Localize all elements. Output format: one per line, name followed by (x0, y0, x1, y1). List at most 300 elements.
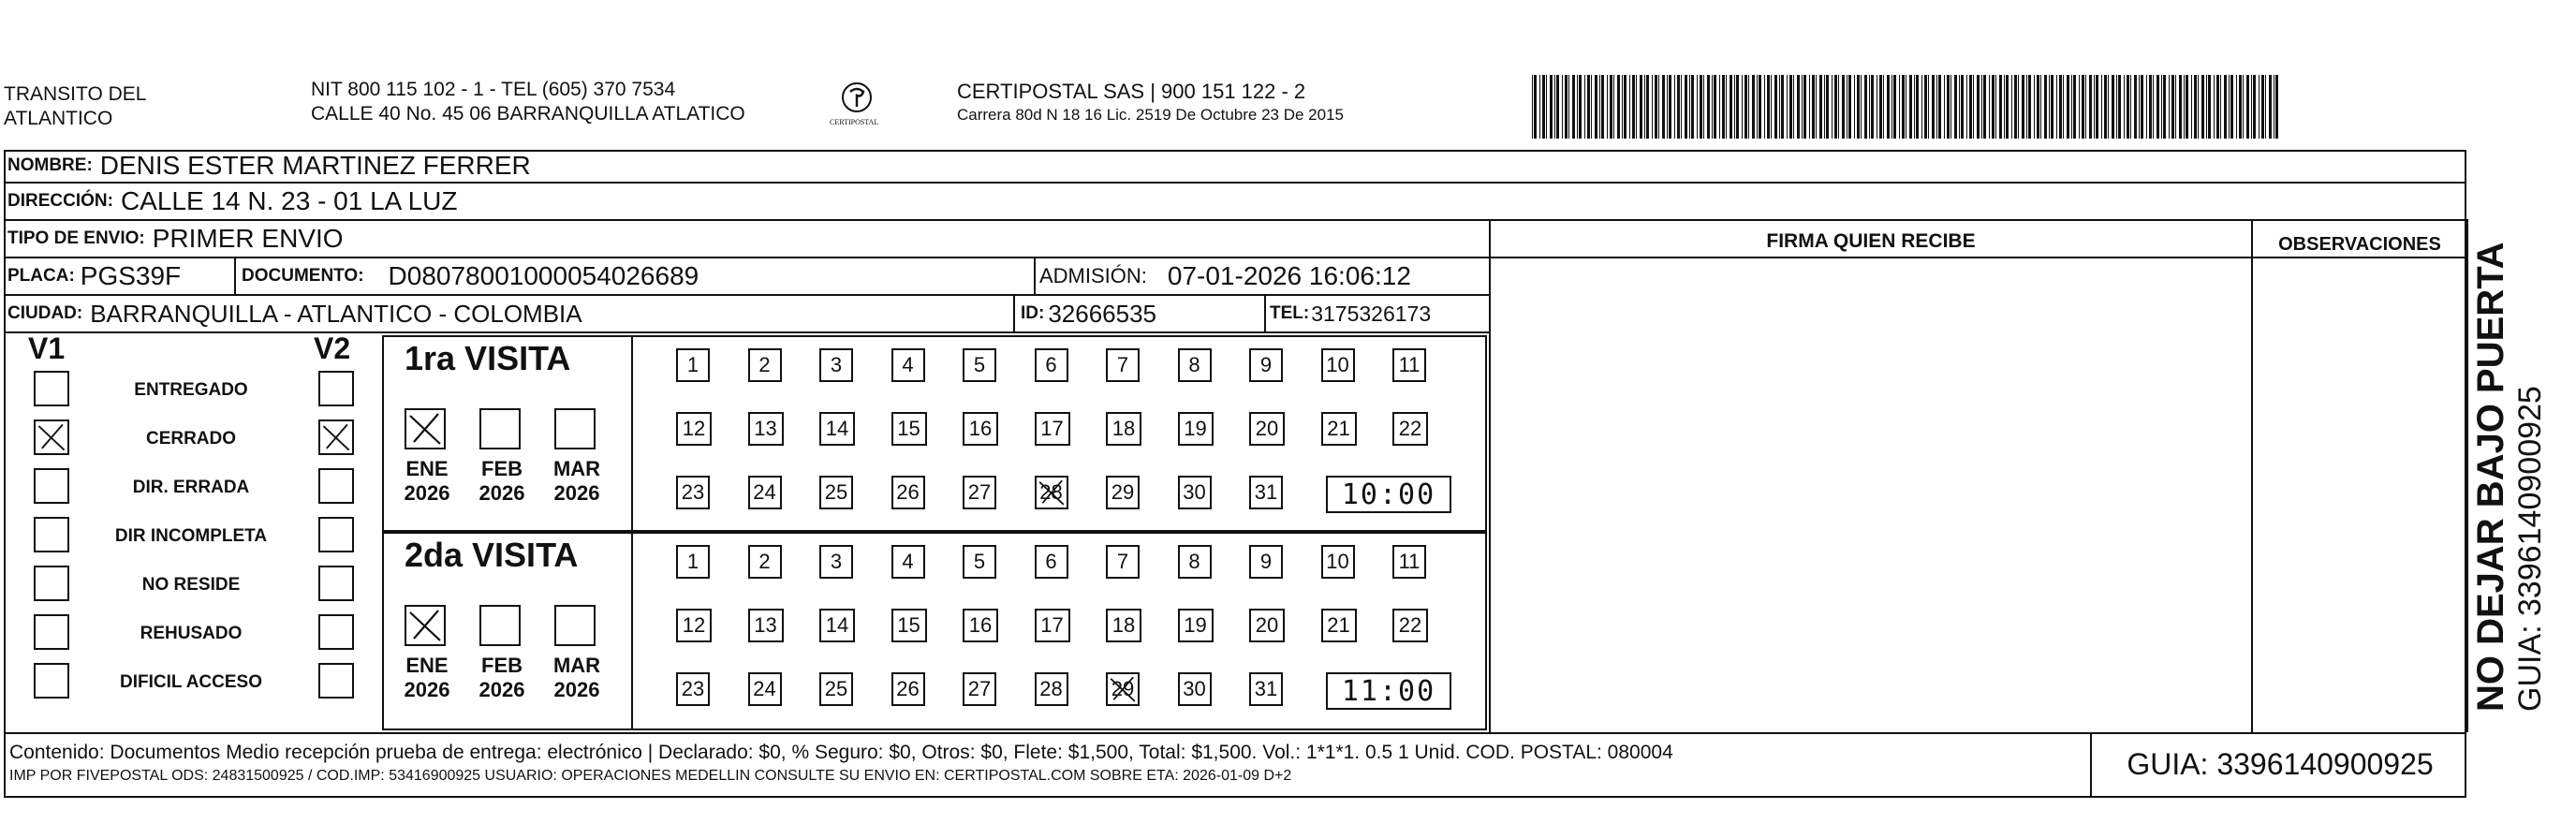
barcode-bar (1550, 75, 1553, 139)
barcode-bar (2169, 75, 2170, 139)
day-box[interactable] (676, 545, 710, 579)
tipo-label: TIPO DE ENVIO: (7, 228, 145, 248)
barcode-bar (2259, 75, 2260, 139)
day-box[interactable] (891, 412, 927, 446)
day-box[interactable] (963, 545, 996, 579)
barcode-bar (1610, 75, 1612, 139)
v2-checkbox[interactable] (318, 614, 354, 650)
barcode-bar (1977, 75, 1980, 139)
barcode-bar (1742, 75, 1743, 139)
barcode-bar (1752, 75, 1755, 139)
day-box[interactable] (1035, 476, 1068, 509)
day-box[interactable] (1178, 412, 1214, 446)
barcode-bar (1681, 75, 1682, 139)
barcode-bar (2101, 75, 2102, 139)
day-box[interactable] (1035, 609, 1070, 642)
barcode-bar (1703, 75, 1704, 139)
month-label (474, 654, 530, 702)
day-number: 2 (758, 353, 771, 376)
day-number: 24 (753, 480, 776, 504)
month-checkbox[interactable] (405, 605, 446, 646)
v2-checkbox[interactable] (318, 517, 354, 552)
day-box[interactable] (748, 412, 784, 446)
ciudad-label: CIUDAD: (7, 303, 83, 323)
day-box[interactable] (676, 348, 710, 382)
day-box[interactable] (748, 545, 782, 579)
v2-checkbox[interactable] (318, 468, 354, 504)
day-number: 1 (686, 550, 699, 573)
barcode-bar (2214, 75, 2215, 139)
barcode-bar (1774, 75, 1777, 139)
firma-label: FIRMA QUIEN RECIBE (1766, 230, 1976, 252)
barcode-bar (1636, 75, 1637, 139)
day-box[interactable] (963, 348, 996, 382)
barcode-bar (1691, 75, 1694, 139)
barcode-bar (2006, 75, 2009, 139)
barcode-bar (2201, 75, 2204, 139)
day-number: 28 (1039, 480, 1063, 504)
placa-value: PGS39F (80, 261, 182, 290)
barcode-bar (1928, 75, 1929, 139)
day-box[interactable] (1035, 412, 1070, 446)
day-box[interactable] (819, 545, 853, 579)
day-number: 13 (754, 417, 777, 440)
day-number: 19 (1184, 613, 1207, 637)
day-box[interactable] (1249, 545, 1283, 579)
barcode-bar (1584, 75, 1585, 139)
v1-checkbox[interactable] (34, 419, 69, 455)
barcode-bar (1759, 75, 1761, 139)
day-box[interactable] (1392, 348, 1426, 382)
day-box[interactable] (1106, 609, 1141, 642)
observaciones-label: OBSERVACIONES (2278, 234, 2441, 255)
day-number: 26 (896, 480, 920, 504)
v1-checkbox[interactable] (34, 517, 69, 552)
day-box[interactable] (1106, 672, 1140, 706)
barcode-bar (2186, 75, 2188, 139)
barcode-bar (1719, 75, 1720, 139)
day-number: 9 (1259, 550, 1273, 573)
v2-checkbox[interactable] (318, 371, 354, 406)
barcode-bar (1812, 75, 1815, 139)
barcode-bar (1924, 75, 1927, 139)
barcode-bar (2094, 75, 2095, 139)
day-box[interactable] (1178, 348, 1212, 382)
day-box[interactable] (1321, 348, 1355, 382)
barcode-bar (1613, 75, 1614, 139)
month-label (549, 654, 605, 702)
day-number: 27 (967, 480, 992, 504)
day-box[interactable] (1106, 545, 1140, 579)
barcode (1532, 75, 2285, 139)
barcode-bar (1959, 75, 1960, 139)
id-label: ID: (1021, 303, 1045, 323)
barcode-bar (1992, 75, 1995, 139)
barcode-bar (2073, 75, 2076, 139)
day-box[interactable] (891, 672, 925, 706)
day-box[interactable] (1249, 476, 1283, 509)
documento-value: D08078001000054026689 (388, 261, 699, 290)
day-number: 17 (1040, 613, 1064, 637)
barcode-bar (2071, 75, 2072, 139)
v1-checkbox[interactable] (34, 371, 69, 406)
barcode-bar (1961, 75, 1964, 139)
barcode-bar (2246, 75, 2249, 139)
day-box[interactable] (1321, 412, 1357, 446)
tel-value: 3175326173 (1311, 301, 1432, 326)
status-label: NO RESIDE (141, 575, 241, 595)
barcode-bar (2044, 75, 2047, 139)
barcode-bar (1722, 75, 1725, 139)
day-box[interactable] (1178, 672, 1212, 706)
signature-area[interactable] (1491, 258, 2251, 732)
day-box[interactable] (1249, 609, 1285, 642)
admision-label: ADMISIÓN: (1039, 264, 1147, 287)
barcode-bar (1689, 75, 1690, 139)
day-number: 10 (1326, 550, 1349, 573)
barcode-bar (2239, 75, 2242, 139)
time-box[interactable] (1326, 476, 1451, 513)
month-checkbox[interactable] (479, 408, 521, 449)
day-box[interactable] (1392, 412, 1428, 446)
day-box[interactable] (1249, 412, 1285, 446)
day-box[interactable] (819, 609, 855, 642)
certipostal-logo (830, 77, 880, 133)
v2-checkbox[interactable] (318, 419, 354, 455)
barcode-bar (1669, 75, 1671, 139)
barcode-bar (1848, 75, 1851, 139)
day-number: 5 (973, 550, 986, 573)
day-number: 6 (1045, 353, 1057, 376)
barcode-bar (1797, 75, 1800, 139)
license-line: Carrera 80d N 18 16 Lic. 2519 De Octubre 23 De 2015 (957, 106, 1344, 124)
day-number: 31 (1254, 677, 1278, 700)
day-box[interactable] (1321, 545, 1355, 579)
barcode-bar (1707, 75, 1710, 139)
month-year: 2026 (478, 678, 525, 701)
v2-checkbox[interactable] (318, 566, 354, 601)
tel-row (1270, 296, 1431, 331)
barcode-bar (2134, 75, 2137, 139)
barcode-bar (2112, 75, 2114, 139)
month-name: FEB (481, 457, 523, 480)
month-year: 2026 (404, 481, 450, 505)
ciudad-value: BARRANQUILLA - ATLANTICO - COLOMBIA (90, 299, 582, 328)
status-label: CERRADO (145, 429, 237, 449)
barcode-bar (1793, 75, 1794, 139)
barcode-bar (1861, 75, 1862, 139)
day-number: 30 (1183, 480, 1206, 504)
day-box[interactable] (1106, 412, 1141, 446)
month-name: MAR (552, 654, 601, 677)
barcode-bar (2037, 75, 2039, 139)
sender-info (311, 78, 745, 126)
barcode-bar (2127, 75, 2129, 139)
barcode-bar (1532, 75, 1533, 139)
day-box[interactable] (1106, 476, 1140, 509)
barcode-bar (1834, 75, 1837, 139)
barcode-bar (2251, 75, 2252, 139)
day-number: 7 (1116, 353, 1129, 376)
time-box[interactable] (1326, 672, 1451, 710)
divider (4, 732, 2466, 734)
day-box[interactable] (1035, 545, 1068, 579)
barcode-bar (1842, 75, 1845, 139)
day-box[interactable] (676, 412, 712, 446)
day-box[interactable] (819, 412, 855, 446)
barcode-bar (1902, 75, 1905, 139)
status-label: ENTREGADO (134, 380, 248, 400)
v2-checkbox[interactable] (318, 663, 354, 699)
day-number: 19 (1184, 417, 1207, 440)
time-value: 11:00 (1341, 674, 1436, 708)
nit-line: NIT 800 115 102 - 1 - TEL (605) 370 7534 (311, 79, 676, 100)
v1-checkbox[interactable] (34, 468, 69, 504)
barcode-bar (1909, 75, 1912, 139)
barcode-bar (1871, 75, 1874, 139)
barcode-bar (2206, 75, 2207, 139)
barcode-bar (1652, 75, 1653, 139)
sender-line-2: ATLANTICO (4, 108, 113, 129)
barcode-bar (2051, 75, 2053, 139)
barcode-bar (1591, 75, 1592, 139)
barcode-bar (2049, 75, 2050, 139)
barcode-bar (1969, 75, 1972, 139)
barcode-bar (1734, 75, 1735, 139)
barcode-bar (1726, 75, 1727, 139)
day-box[interactable] (819, 672, 853, 706)
barcode-bar (1824, 75, 1825, 139)
month-year: 2026 (404, 678, 450, 701)
day-box[interactable] (1321, 609, 1357, 642)
day-box[interactable] (891, 348, 925, 382)
barcode-bar (1803, 75, 1806, 139)
logo-text: CERTIPOSTAL (830, 118, 879, 126)
day-number: 3 (830, 353, 843, 376)
day-box[interactable] (1035, 672, 1068, 706)
barcode-bar (1947, 75, 1950, 139)
barcode-bar (1599, 75, 1600, 139)
side-guia: GUIA: 3396140900925 (2512, 386, 2548, 712)
barcode-bar (2265, 75, 2266, 139)
day-box[interactable] (891, 609, 927, 642)
tel-label: TEL: (1270, 303, 1310, 323)
x-mark-icon (406, 410, 444, 448)
barcode-bar (1556, 75, 1559, 139)
month-label (399, 457, 455, 506)
barcode-bar (2067, 75, 2069, 139)
day-number: 29 (1111, 480, 1135, 504)
barcode-bar (2179, 75, 2182, 139)
barcode-bar (2040, 75, 2041, 139)
barcode-bar (1640, 75, 1642, 139)
barcode-bar (1921, 75, 1922, 139)
day-number: 15 (897, 417, 920, 440)
barcode-bar (2184, 75, 2185, 139)
day-number: 13 (754, 613, 777, 637)
barcode-bar (1577, 75, 1578, 139)
day-box[interactable] (963, 476, 996, 509)
barcode-bar (1677, 75, 1680, 139)
barcode-bar (2229, 75, 2230, 139)
barcode-bar (1832, 75, 1833, 139)
barcode-bar (1674, 75, 1675, 139)
day-number: 24 (753, 677, 776, 700)
day-number: 16 (968, 613, 993, 637)
observaciones-area[interactable] (2253, 258, 2466, 732)
day-box[interactable] (1392, 609, 1428, 642)
status-label: DIFICIL ACCESO (119, 672, 262, 692)
day-box[interactable] (748, 672, 782, 706)
barcode-bar (2243, 75, 2244, 139)
day-number: 22 (1398, 417, 1422, 440)
barcode-bar (1854, 75, 1855, 139)
barcode-bar (1534, 75, 1537, 139)
day-box[interactable] (963, 412, 998, 446)
day-box[interactable] (891, 476, 925, 509)
v1-checkbox[interactable] (34, 614, 69, 650)
nombre-label: NOMBRE: (7, 155, 93, 175)
day-box[interactable] (1035, 348, 1068, 382)
day-box[interactable] (748, 476, 782, 509)
divider (2090, 732, 2092, 798)
day-box[interactable] (1249, 348, 1283, 382)
barcode-bar (2220, 75, 2221, 139)
time-value: 10:00 (1341, 478, 1436, 511)
month-checkbox[interactable] (479, 605, 521, 646)
status-label: REHUSADO (140, 624, 243, 643)
month-checkbox[interactable] (554, 605, 596, 646)
barcode-bar (1787, 75, 1788, 139)
barcode-bar (2153, 75, 2154, 139)
day-box[interactable] (1106, 348, 1140, 382)
imp-text: IMP POR FIVEPOSTAL ODS: 24831500925 / COD.IMP: 53416900925 USUARIO: OPERACIONES MEDELLIN CONSULTE SU ENVIO EN: CERTIPOSTAL.COM SOBRE ETA: 2026-01-09 D+2 (9, 768, 1292, 784)
day-number: 12 (682, 613, 706, 637)
barcode-bar (2194, 75, 2197, 139)
day-box[interactable] (676, 609, 712, 642)
barcode-bar (2163, 75, 2166, 139)
x-mark-icon (36, 421, 67, 453)
day-box[interactable] (748, 609, 784, 642)
barcode-bar (1779, 75, 1780, 139)
barcode-bar (1887, 75, 1890, 139)
day-box[interactable] (1178, 545, 1212, 579)
barcode-bar (2034, 75, 2035, 139)
documento-label: DOCUMENTO: (242, 266, 364, 286)
day-box[interactable] (963, 672, 996, 706)
barcode-bar (2171, 75, 2174, 139)
barcode-bar (1809, 75, 1810, 139)
barcode-bar (2191, 75, 2192, 139)
day-number: 21 (1327, 613, 1350, 637)
barcode-bar (1601, 75, 1604, 139)
day-box[interactable] (1392, 545, 1426, 579)
day-number: 11 (1398, 550, 1420, 573)
barcode-bar (1655, 75, 1657, 139)
month-year: 2026 (553, 678, 600, 701)
day-box[interactable] (676, 476, 710, 509)
day-number: 30 (1183, 677, 1206, 700)
day-box[interactable] (676, 672, 710, 706)
side-warning: NO DEJAR BAJO PUERTA (2470, 242, 2511, 712)
id-value: 32666535 (1048, 299, 1157, 328)
documento-row (242, 258, 699, 294)
barcode-bar (2056, 75, 2057, 139)
barcode-bar (2253, 75, 2256, 139)
day-number: 3 (830, 550, 843, 573)
day-number: 31 (1254, 480, 1278, 504)
day-box[interactable] (819, 348, 853, 382)
barcode-bar (1938, 75, 1941, 139)
month-checkbox[interactable] (554, 408, 596, 449)
placa-row (7, 258, 181, 294)
barcode-bar (1565, 75, 1568, 139)
x-mark-icon (1108, 674, 1138, 704)
barcode-bar (1936, 75, 1937, 139)
day-box[interactable] (819, 476, 853, 509)
admision-value: 07-01-2026 16:06:12 (1167, 261, 1411, 290)
barcode-bar (2082, 75, 2084, 139)
barcode-bar (1767, 75, 1770, 139)
divider (1034, 257, 1036, 294)
day-number: 14 (825, 613, 849, 637)
barcode-bar (2004, 75, 2005, 139)
nombre-value: DENIS ESTER MARTINEZ FERRER (99, 151, 531, 180)
divider (234, 257, 236, 294)
side-text (2470, 242, 2549, 712)
barcode-bar (2026, 75, 2027, 139)
month-checkbox[interactable] (405, 408, 446, 449)
day-number: 5 (973, 353, 986, 376)
barcode-bar (1857, 75, 1860, 139)
barcode-bar (2275, 75, 2278, 139)
day-box[interactable] (1249, 672, 1283, 706)
day-box[interactable] (963, 609, 998, 642)
barcode-bar (2011, 75, 2012, 139)
barcode-bar (2261, 75, 2264, 139)
barcode-bar (1789, 75, 1792, 139)
day-number: 26 (896, 677, 920, 700)
barcode-bar (1838, 75, 1839, 139)
v1-checkbox[interactable] (34, 663, 69, 699)
barcode-bar (1764, 75, 1765, 139)
barcode-bar (1983, 75, 1986, 139)
status-label: DIR INCOMPLETA (114, 526, 268, 546)
barcode-bar (1893, 75, 1896, 139)
divider (4, 331, 1489, 333)
barcode-bar (2089, 75, 2092, 139)
day-number: 15 (897, 613, 920, 637)
day-box[interactable] (1178, 609, 1214, 642)
day-number: 9 (1259, 353, 1273, 376)
month-label (399, 654, 455, 702)
v1-checkbox[interactable] (34, 566, 69, 601)
barcode-bar (2141, 75, 2143, 139)
barcode-bar (2063, 75, 2064, 139)
contenido-text: Contenido: Documentos Medio recepción prueba de entrega: electrónico | Declarado: $0, % Seguro: $0, Otros: $0, Flete: $1,500, Total: $1,500. Vol.: 1*1*1. 0.5 1 Unid. COD. POSTAL: 080004 (9, 742, 1673, 763)
direccion-value: CALLE 14 N. 23 - 01 LA LUZ (120, 186, 458, 215)
day-box[interactable] (1178, 476, 1212, 509)
day-box[interactable] (748, 348, 782, 382)
barcode-bar (1973, 75, 1974, 139)
barcode-bar (1771, 75, 1772, 139)
month-year: 2026 (553, 481, 600, 505)
barcode-bar (1624, 75, 1627, 139)
day-box[interactable] (891, 545, 925, 579)
day-number: 22 (1398, 613, 1422, 637)
month-label (549, 457, 605, 506)
barcode-bar (2216, 75, 2219, 139)
